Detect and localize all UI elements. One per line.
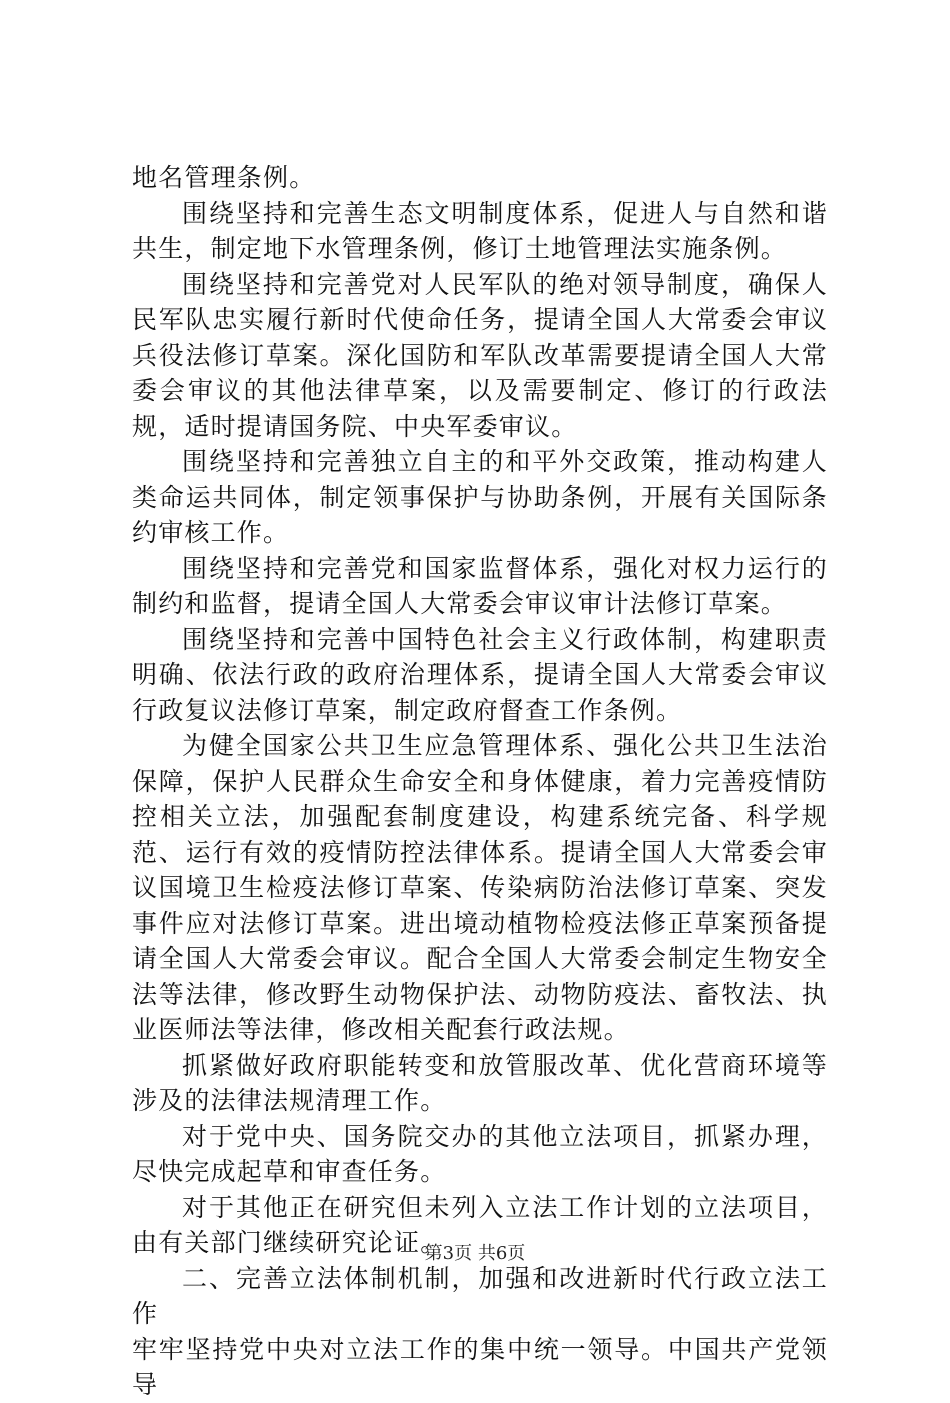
paragraph-10: 对于其他正在研究但未列入立法工作计划的立法项目，由有关部门继续研究论证。 [132,1192,828,1257]
paragraph-2: 围绕坚持和完善生态文明制度体系，促进人与自然和谐共生，制定地下水管理条例，修订土地管理法实施条例。 [132,198,828,263]
paragraph-9: 对于党中央、国务院交办的其他立法项目，抓紧办理，尽快完成起草和审查任务。 [132,1121,828,1186]
paragraph-7: 为健全国家公共卫生应急管理体系、强化公共卫生法治保障，保护人民群众生命安全和身体健康，着力完善疫情防控相关立法，加强配套制度建设，构建系统完备、科学规范、运行有效的疫情防控法律体系。提请全国人大常委会审议国境卫生检疫法修订草案、传染病防治法修订草案、突发事件应对法修订草案。进出境动植物检疫法修正草案预备提请全国人大常委会审议。配合全国人大常委会制定生物安全法等法律，修改野生动物保护法、动物防疫法、畜牧法、执业医师法等法律，修改相关配套行政法规。 [132,731,828,1044]
section-heading: 二、完善立法体制机制，加强和改进新时代行政立法工作 [132,1263,828,1328]
paragraph-1: 地名管理条例。 [132,163,316,192]
document-body [132,160,828,1403]
page-footer [0,1242,950,1266]
paragraph-8: 抓紧做好政府职能转变和放管服改革、优化营商环境等涉及的法律法规清理工作。 [132,1050,828,1115]
paragraph-3: 围绕坚持和完善党对人民军队的绝对领导制度，确保人民军队忠实履行新时代使命任务，提请全国人大常委会审议兵役法修订草案。深化国防和军队改革需要提请全国人大常委会审议的其他法律草案，以及需要制定、修订的行政法规，适时提请国务院、中央军委审议。 [132,269,828,441]
paragraph-12: 牢牢坚持党中央对立法工作的集中统一领导。中国共产党领导 [132,1334,828,1399]
paragraph-5: 围绕坚持和完善党和国家监督体系，强化对权力运行的制约和监督，提请全国人大常委会审议审计法修订草案。 [132,553,828,618]
page-number-label: 第3页 共6页 [424,1243,526,1264]
paragraph-4: 围绕坚持和完善独立自主的和平外交政策，推动构建人类命运共同体，制定领事保护与协助条例，开展有关国际条约审核工作。 [132,447,828,547]
paragraph-6: 围绕坚持和完善中国特色社会主义行政体制，构建职责明确、依法行政的政府治理体系，提请全国人大常委会审议行政复议法修订草案，制定政府督查工作条例。 [132,624,828,725]
